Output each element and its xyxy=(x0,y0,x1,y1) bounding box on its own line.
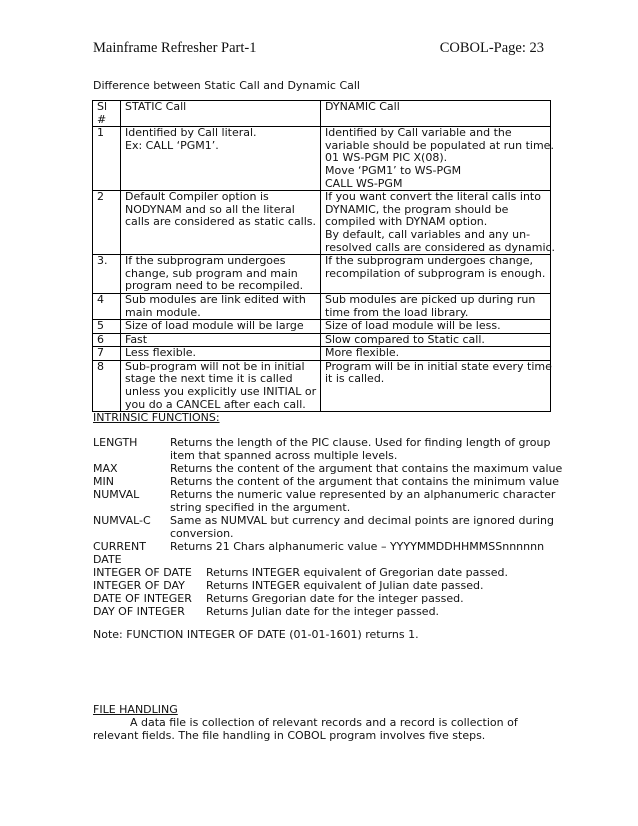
cell-line: Less flexible. xyxy=(125,346,197,360)
function-description xyxy=(206,592,464,605)
description-line: Returns 21 Chars alphanumeric value – YYYYMMDDHHMMSSnnnnnn xyxy=(170,540,545,553)
dynamic-call-cell xyxy=(321,320,551,334)
page-header-page-number: COBOL-Page: 23 xyxy=(439,40,544,56)
function-description xyxy=(170,514,554,540)
intrinsic-functions-heading: INTRINSIC FUNCTIONS: xyxy=(93,411,220,424)
function-description xyxy=(170,462,562,475)
row-number-cell: 2 xyxy=(93,191,121,255)
section-title: Difference between Static Call and Dynamic Call xyxy=(93,79,360,92)
row-number-cell: 8 xyxy=(93,360,121,411)
dynamic-call-cell xyxy=(321,360,551,411)
function-name-part: INTEGER OF DAY xyxy=(93,579,185,592)
function-name xyxy=(93,566,192,579)
static-call-cell xyxy=(121,255,321,294)
dynamic-call-cell xyxy=(321,347,551,361)
row-number-cell: 1 xyxy=(93,127,121,191)
table-row xyxy=(93,320,551,334)
row-number-cell: 7 xyxy=(93,347,121,361)
function-description xyxy=(170,488,555,514)
description-line: Returns the content of the argument that contains the maximum value xyxy=(170,462,563,475)
cell-line: NODYNAM and so all the literal xyxy=(125,202,295,216)
function-name-part: LENGTH xyxy=(93,436,138,449)
cell-line: DYNAMIC, the program should be xyxy=(325,202,509,216)
static-call-cell xyxy=(121,320,321,334)
cell-line: resolved calls are considered as dynamic. xyxy=(325,240,556,254)
cell-line: Size of load module will be large xyxy=(125,319,304,333)
description-line: Returns the content of the argument that contains the minimum value xyxy=(170,475,560,488)
table-header-cell: DYNAMIC Call xyxy=(321,101,551,127)
function-name-part: MAX xyxy=(93,462,118,475)
table-row xyxy=(93,293,551,319)
description-line: Returns the numeric value represented by an alphanumeric character xyxy=(170,488,556,501)
function-name xyxy=(93,605,185,618)
cell-line: By default, call variables and any un- xyxy=(325,227,531,241)
function-name xyxy=(93,514,151,527)
function-description xyxy=(206,605,439,618)
cell-line: calls are considered as static calls. xyxy=(125,215,317,229)
table-row xyxy=(93,255,551,294)
dynamic-call-cell xyxy=(321,190,556,255)
static-call-cell xyxy=(121,333,321,347)
static-call-cell xyxy=(121,347,321,361)
table-header-cell: Sl # xyxy=(93,101,121,127)
dynamic-call-cell xyxy=(321,333,551,347)
comparison-table xyxy=(92,100,556,412)
function-name-part: MIN xyxy=(93,475,114,488)
description-line: item that spanned across multiple levels. xyxy=(170,449,398,462)
table-row xyxy=(93,333,551,347)
intrinsic-note: Note: FUNCTION INTEGER OF DATE (01-01-1601) returns 1. xyxy=(93,628,419,641)
function-name xyxy=(93,488,139,501)
cell-line: time from the load library. xyxy=(325,305,469,319)
cell-line: recompilation of subprogram is enough. xyxy=(325,266,546,280)
row-number-cell: 5 xyxy=(93,320,121,334)
cell-line: main module. xyxy=(125,305,201,319)
cell-line: Fast xyxy=(125,332,148,346)
cell-line: Slow compared to Static call. xyxy=(325,332,485,346)
cell-line: change, sub program and main xyxy=(125,266,298,280)
function-description xyxy=(170,475,559,488)
file-handling-paragraph-line-2: relevant fields. The file handling in COBOL program involves five steps. xyxy=(93,729,486,742)
dynamic-call-cell xyxy=(321,293,551,319)
table-row xyxy=(93,127,551,191)
description-line: Returns the length of the PIC clause. Used for finding length of group xyxy=(170,436,551,449)
file-handling-heading: FILE HANDLING xyxy=(93,703,178,716)
dynamic-call-cell xyxy=(321,255,551,294)
dynamic-call-cell xyxy=(321,126,554,191)
function-description xyxy=(170,436,551,462)
cell-line: stage the next time it is called xyxy=(125,372,293,386)
table-header-cell: STATIC Call xyxy=(121,101,321,127)
cell-line: Sub modules are picked up during run xyxy=(325,292,536,306)
description-line: Same as NUMVAL but currency and decimal points are ignored during xyxy=(170,514,554,527)
function-name-part: DAY OF INTEGER xyxy=(93,605,185,618)
function-description xyxy=(206,566,508,579)
function-name xyxy=(93,579,185,592)
description-line: Returns Gregorian date for the integer passed. xyxy=(206,592,464,605)
cell-line: Program will be in initial state every time xyxy=(325,359,552,373)
table-row xyxy=(93,191,551,255)
cell-line: If the subprogram undergoes xyxy=(125,254,286,268)
cell-line: If you want convert the literal calls into xyxy=(325,190,541,204)
cell-line: More flexible. xyxy=(325,346,400,360)
cell-line: unless you explicitly use INITIAL or xyxy=(125,385,317,399)
cell-line: Sub modules are link edited with xyxy=(125,292,306,306)
function-name xyxy=(93,592,192,605)
cell-line: Identified by Call literal. xyxy=(125,126,257,140)
function-name-part: CURRENT xyxy=(93,540,146,553)
function-name-part: INTEGER OF DATE xyxy=(93,566,192,579)
function-description xyxy=(170,540,544,553)
function-name xyxy=(93,436,137,449)
function-name-part: DATE OF INTEGER xyxy=(93,592,192,605)
row-number-cell: 4 xyxy=(93,293,121,319)
cell-line: 01 WS-PGM PIC X(08). xyxy=(325,151,448,165)
description-line: Returns INTEGER equivalent of Gregorian date passed. xyxy=(206,566,509,579)
table-header-row xyxy=(93,101,551,127)
table-row xyxy=(93,360,551,411)
cell-line: Ex: CALL ‘PGM1’. xyxy=(125,138,219,152)
description-line: conversion. xyxy=(170,527,234,540)
function-name xyxy=(93,462,118,475)
cell-line: Sub-program will not be in initial xyxy=(125,359,305,373)
function-name xyxy=(93,475,114,488)
cell-line: CALL WS-PGM xyxy=(325,176,403,190)
static-call-cell xyxy=(121,127,321,191)
file-handling-paragraph-line-1: A data file is collection of relevant records and a record is collection of xyxy=(130,716,518,729)
function-name-part: NUMVAL xyxy=(93,488,140,501)
table-row xyxy=(93,347,551,361)
function-name-part: NUMVAL-C xyxy=(93,514,151,527)
cell-line: program need to be recompiled. xyxy=(125,279,304,293)
function-name xyxy=(93,540,146,566)
cell-line: If the subprogram undergoes change, xyxy=(325,254,534,268)
description-line: Returns Julian date for the integer passed. xyxy=(206,605,440,618)
cell-line: Size of load module will be less. xyxy=(325,319,501,333)
row-number-cell: 3. xyxy=(93,255,121,294)
cell-line: variable should be populated at run time. xyxy=(325,138,554,152)
function-name-part: DATE xyxy=(93,553,122,566)
cell-line: Default Compiler option is xyxy=(125,190,269,204)
description-line: Returns INTEGER equivalent of Julian date passed. xyxy=(206,579,484,592)
function-description xyxy=(206,579,484,592)
cell-line: Move ‘PGM1’ to WS-PGM xyxy=(325,163,462,177)
page-header-title: Mainframe Refresher Part-1 xyxy=(93,40,257,56)
cell-line: compiled with DYNAM option. xyxy=(325,215,488,229)
description-line: string specified in the argument. xyxy=(170,501,351,514)
row-number-cell: 6 xyxy=(93,333,121,347)
static-call-cell xyxy=(121,191,321,255)
cell-line: you do a CANCEL after each call. xyxy=(125,397,306,411)
static-call-cell xyxy=(121,360,321,411)
cell-line: Identified by Call variable and the xyxy=(325,126,512,140)
static-call-cell xyxy=(121,293,321,319)
cell-line: it is called. xyxy=(325,372,385,386)
